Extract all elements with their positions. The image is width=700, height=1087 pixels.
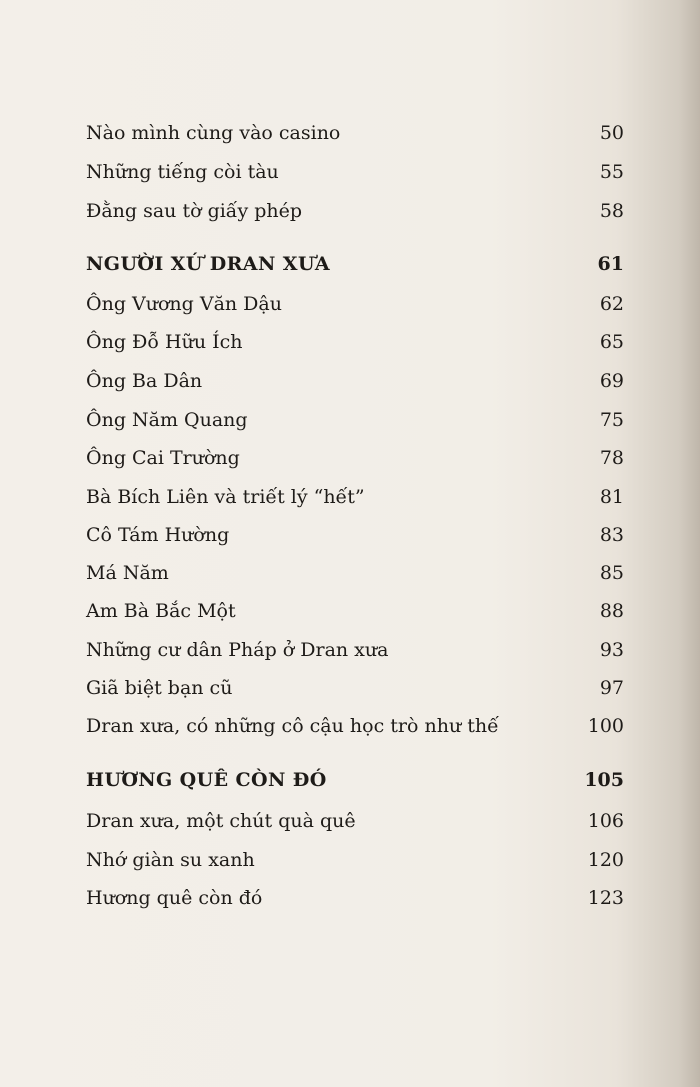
toc-entry-title: Đằng sau tờ giấy phép	[86, 200, 303, 222]
toc-entry-page: 55	[599, 161, 624, 183]
toc-entry-page: 83	[599, 524, 624, 546]
toc-entry	[86, 157, 624, 187]
toc-entry	[86, 405, 624, 435]
toc-entry-title: Dran xưa, có những cô cậu học trò như thế	[86, 715, 499, 737]
toc-entry-title: Ông Cai Trường	[86, 447, 240, 469]
toc-entry-page: 97	[599, 677, 624, 699]
section-page: 105	[584, 769, 624, 791]
toc-entry-page: 106	[587, 810, 624, 832]
toc-entry-title: Dran xưa, một chút quà quê	[86, 810, 356, 832]
toc-entry	[86, 845, 624, 875]
toc-entry-page: 65	[599, 331, 624, 353]
toc-entry-title: Giã biệt bạn cũ	[86, 677, 233, 699]
toc-entry	[86, 635, 624, 665]
section-page: 61	[597, 253, 624, 275]
toc-entry-title: Nào mình cùng vào casino	[86, 122, 341, 144]
toc-entry-title: Nhớ giàn su xanh	[86, 849, 255, 871]
toc-entry	[86, 673, 624, 703]
toc-entry-page: 75	[599, 409, 624, 431]
toc-entry-title: Hương quê còn đó	[86, 887, 263, 909]
toc-entry-title: Am Bà Bắc Một	[86, 600, 236, 622]
toc-entry-page: 85	[599, 562, 624, 584]
toc-entry-page: 81	[599, 486, 624, 508]
toc-entry	[86, 443, 624, 473]
toc-entry	[86, 482, 624, 512]
toc-entry-title: Ông Ba Dân	[86, 370, 203, 392]
toc-section-heading	[86, 249, 624, 279]
toc-entry-title: Ông Năm Quang	[86, 409, 248, 431]
toc-entry-page: 120	[587, 849, 624, 871]
toc-entry	[86, 806, 624, 836]
toc-entry-page: 58	[599, 200, 624, 222]
toc-entry-title: Bà Bích Liên và triết lý “hết”	[86, 486, 365, 508]
toc-section-heading	[86, 765, 624, 795]
toc-entry	[86, 558, 624, 588]
section-title: HƯƠNG QUÊ CÒN ĐÓ	[86, 769, 327, 791]
toc-entry-page: 69	[599, 370, 624, 392]
toc-entry	[86, 711, 624, 741]
toc-entry-title: Má Năm	[86, 562, 169, 584]
toc-entry	[86, 520, 624, 550]
toc-entry-page: 50	[599, 122, 624, 144]
toc-entry-page: 100	[587, 715, 624, 737]
toc-entry-page: 93	[599, 639, 624, 661]
toc-entry-title: Ông Đỗ Hữu Ích	[86, 331, 243, 353]
section-title: NGƯỜI XỨ DRAN XƯA	[86, 253, 330, 275]
toc-entry	[86, 196, 624, 226]
toc-entry-page: 88	[599, 600, 624, 622]
toc-entry-page: 78	[599, 447, 624, 469]
toc-entry-title: Những cư dân Pháp ở Dran xưa	[86, 639, 389, 661]
toc-entry	[86, 327, 624, 357]
toc-entry-page: 62	[599, 293, 624, 315]
toc-entry	[86, 596, 624, 626]
toc-entry	[86, 883, 624, 913]
toc-entry	[86, 289, 624, 319]
toc-entry-title: Những tiếng còi tàu	[86, 161, 279, 183]
toc-entry-title: Cô Tám Hường	[86, 524, 230, 546]
toc-entry-page: 123	[587, 887, 624, 909]
toc-entry	[86, 118, 624, 148]
toc-entry	[86, 366, 624, 396]
toc-entry-title: Ông Vương Văn Dậu	[86, 293, 282, 315]
